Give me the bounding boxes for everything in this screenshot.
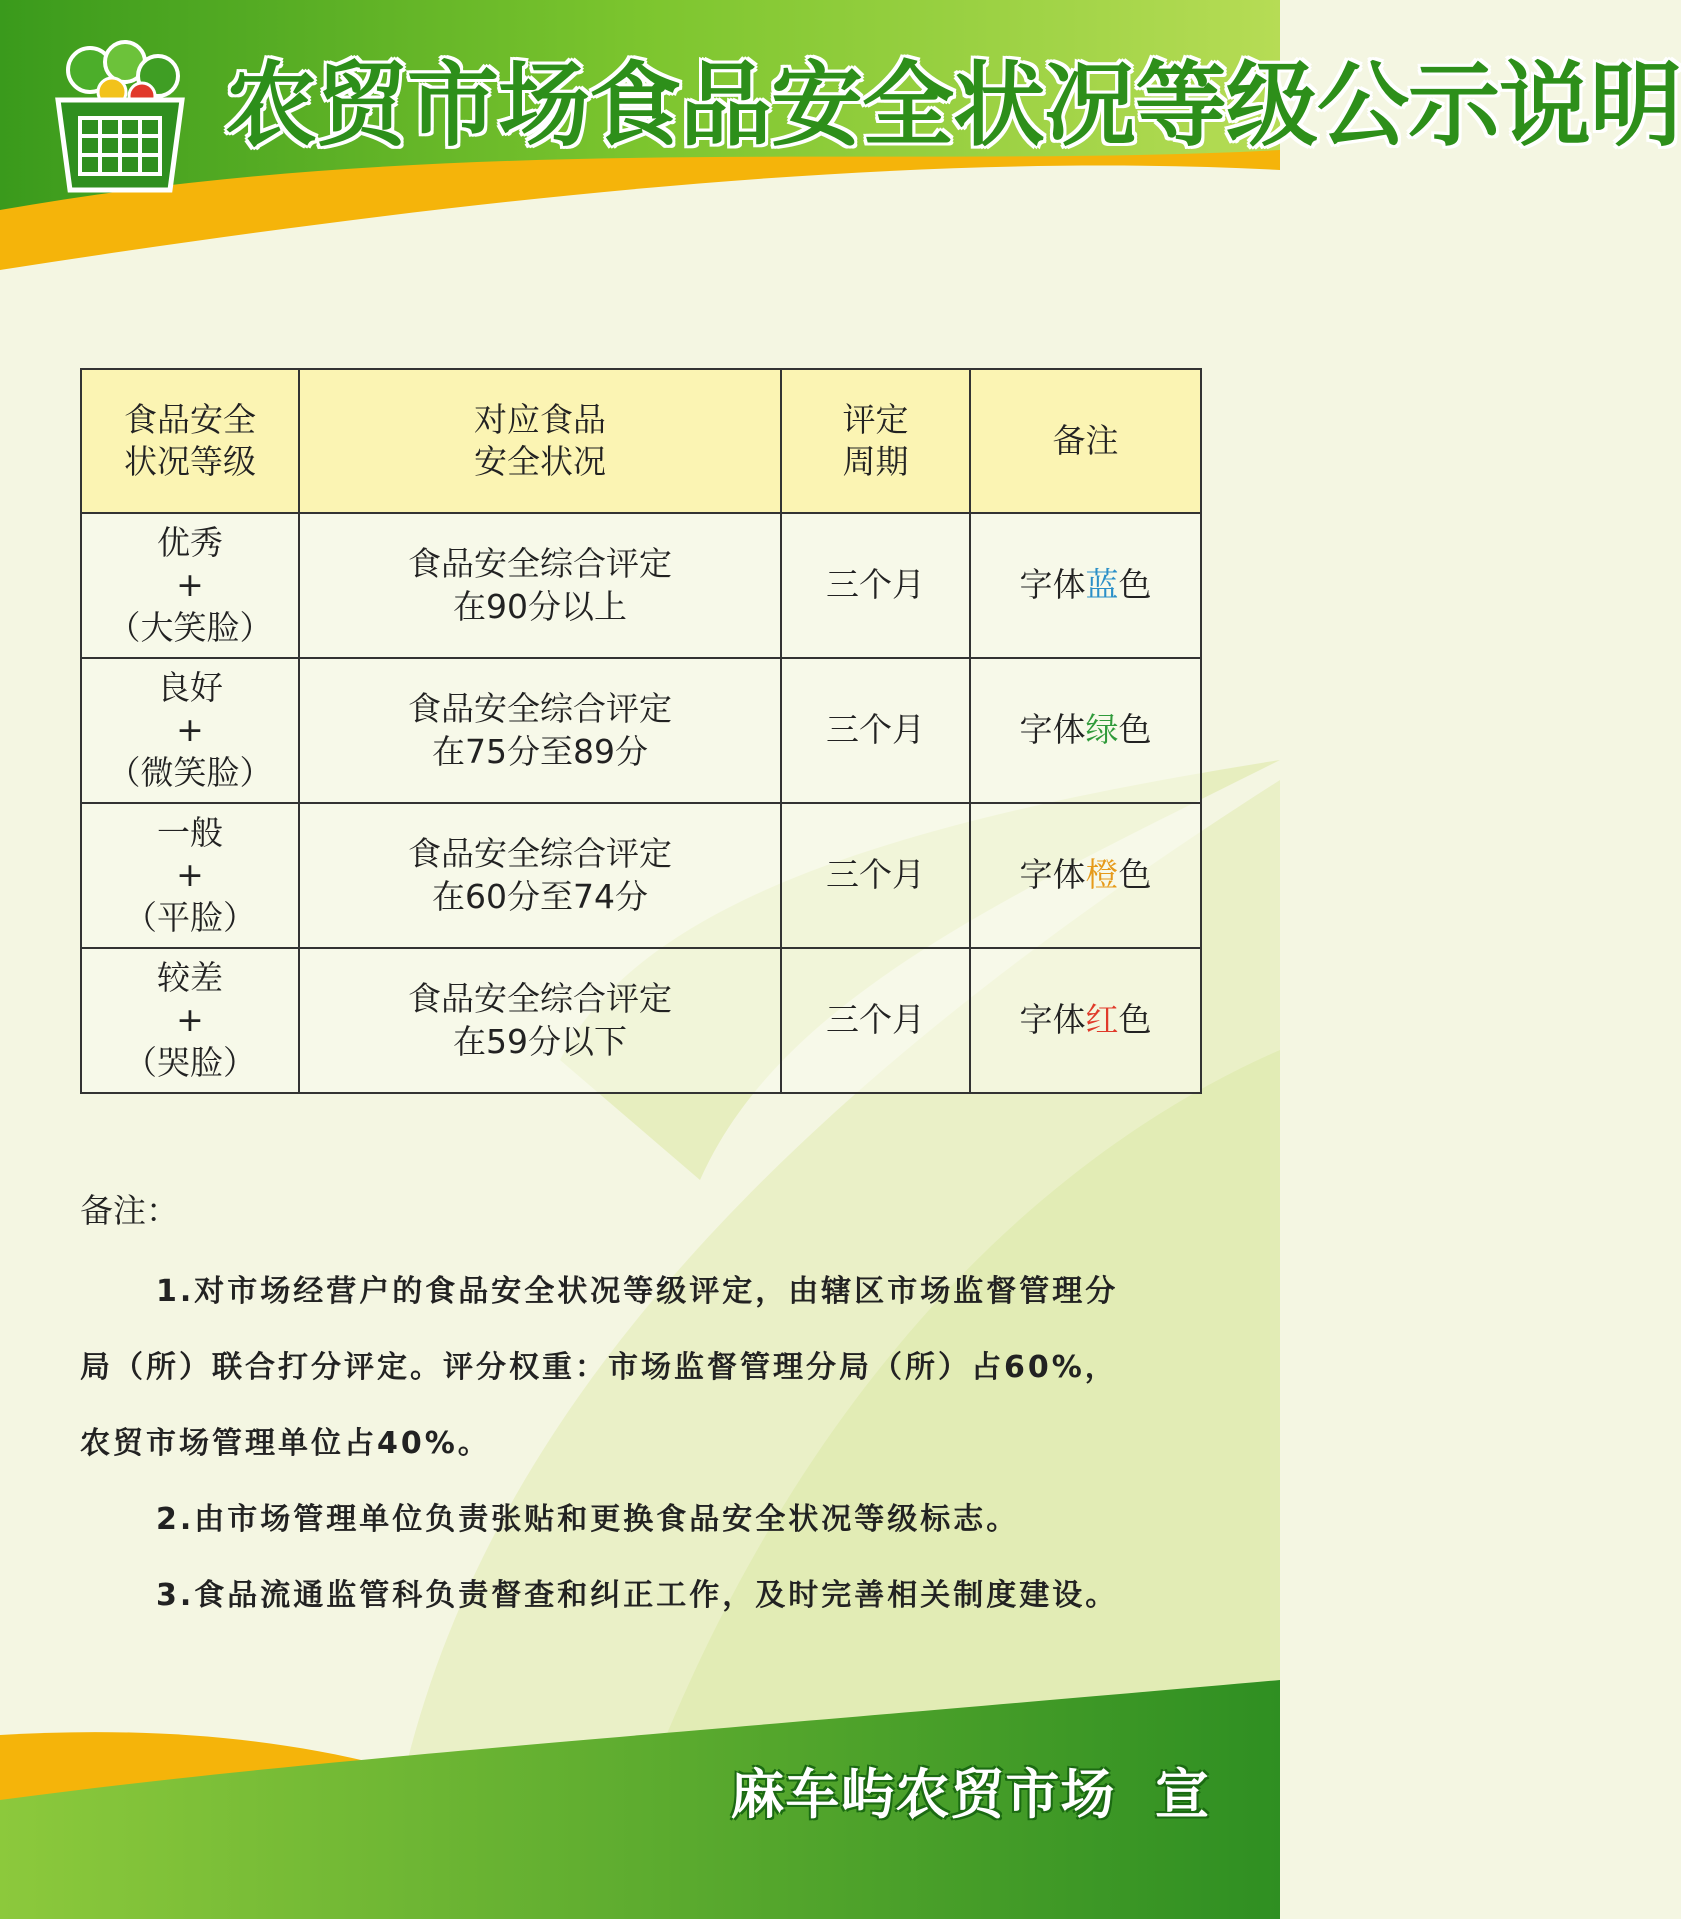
header-line: 安全状况 xyxy=(474,442,606,481)
status-cell xyxy=(299,658,781,803)
period-cell: 三个月 xyxy=(781,803,970,948)
status-line: 食品安全综合评定 xyxy=(408,979,672,1019)
status-cell xyxy=(299,803,781,948)
notes-section xyxy=(80,1185,1210,1634)
status-line: 在75分至89分 xyxy=(432,731,648,771)
note-cell xyxy=(970,948,1201,1093)
note-cell xyxy=(970,803,1201,948)
grade-label: 较差 xyxy=(157,958,223,998)
note-line: 3.食品流通监管科负责督查和纠正工作，及时完善相关制度建设。 xyxy=(156,1578,1119,1613)
note-color-word: 蓝 xyxy=(1085,565,1119,605)
status-cell xyxy=(299,948,781,1093)
status-line: 在90分以上 xyxy=(453,586,627,626)
vegetable-basket-logo xyxy=(50,40,190,200)
note-prefix: 字体 xyxy=(1019,1000,1086,1040)
table-row xyxy=(81,803,1201,948)
header-note xyxy=(970,369,1201,513)
face-label: （平脸） xyxy=(124,897,256,937)
note-color-word: 绿 xyxy=(1085,710,1119,750)
note-prefix: 字体 xyxy=(1019,855,1086,895)
grade-label: 优秀 xyxy=(157,523,223,563)
table-header-row xyxy=(81,369,1201,513)
header-period xyxy=(781,369,970,513)
header-line: 评定 xyxy=(842,399,909,439)
grade-cell xyxy=(81,803,299,948)
status-line: 食品安全综合评定 xyxy=(408,834,672,874)
note-prefix: 字体 xyxy=(1019,565,1086,605)
grade-cell xyxy=(81,948,299,1093)
page-title: 农贸市场食品安全状况等级公示说明 xyxy=(225,52,1681,159)
note-suffix: 色 xyxy=(1118,1000,1152,1040)
note-line: 2.由市场管理单位负责张贴和更换食品安全状况等级标志。 xyxy=(156,1502,1020,1537)
note-line: 1.对市场经营户的食品安全状况等级评定，由辖区市场监督管理分 xyxy=(156,1274,1119,1309)
grade-cell xyxy=(81,513,299,658)
grade-cell xyxy=(81,658,299,803)
status-line: 食品安全综合评定 xyxy=(408,689,672,729)
status-cell xyxy=(299,513,781,658)
note-line: 农贸市场管理单位占40%。 xyxy=(80,1426,491,1461)
note-color-word: 红 xyxy=(1085,1000,1119,1040)
note-suffix: 色 xyxy=(1118,565,1152,605)
period-cell: 三个月 xyxy=(781,513,970,658)
note-line: 局（所）联合打分评定。评分权重：市场监督管理分局（所）占60%， xyxy=(80,1350,1118,1385)
grade-label: 一般 xyxy=(157,813,223,853)
grade-label: 良好 xyxy=(157,668,223,708)
table-row xyxy=(81,513,1201,658)
period-cell: 三个月 xyxy=(781,948,970,1093)
table-row xyxy=(81,948,1201,1093)
header-status xyxy=(299,369,781,513)
note-cell xyxy=(970,658,1201,803)
header-line: 状况等级 xyxy=(124,442,256,481)
note-suffix: 色 xyxy=(1118,855,1152,895)
header-line: 对应食品 xyxy=(474,399,606,439)
face-label: （大笑脸） xyxy=(107,607,273,647)
header-line: 食品安全 xyxy=(124,399,256,439)
plus-sign: + xyxy=(176,1000,204,1040)
status-line: 在59分以下 xyxy=(453,1021,627,1061)
table-row xyxy=(81,658,1201,803)
footer-signature: 麻车屿农贸市场 宣 xyxy=(730,1763,1210,1826)
plus-sign: + xyxy=(176,855,204,895)
note-suffix: 色 xyxy=(1118,710,1152,750)
plus-sign: + xyxy=(176,710,204,750)
status-line: 食品安全综合评定 xyxy=(408,544,672,584)
note-color-word: 橙 xyxy=(1085,855,1119,895)
face-label: （微笑脸） xyxy=(107,752,273,792)
header-line: 备注 xyxy=(1052,420,1119,460)
note-prefix: 字体 xyxy=(1019,710,1086,750)
grade-table xyxy=(80,368,1202,1094)
status-line: 在60分至74分 xyxy=(432,876,648,916)
face-label: （哭脸） xyxy=(124,1042,256,1082)
header-line: 周期 xyxy=(842,442,909,481)
period-cell: 三个月 xyxy=(781,658,970,803)
header-grade xyxy=(81,369,299,513)
note-cell xyxy=(970,513,1201,658)
plus-sign: + xyxy=(176,565,204,605)
notes-title: 备注： xyxy=(80,1191,179,1230)
